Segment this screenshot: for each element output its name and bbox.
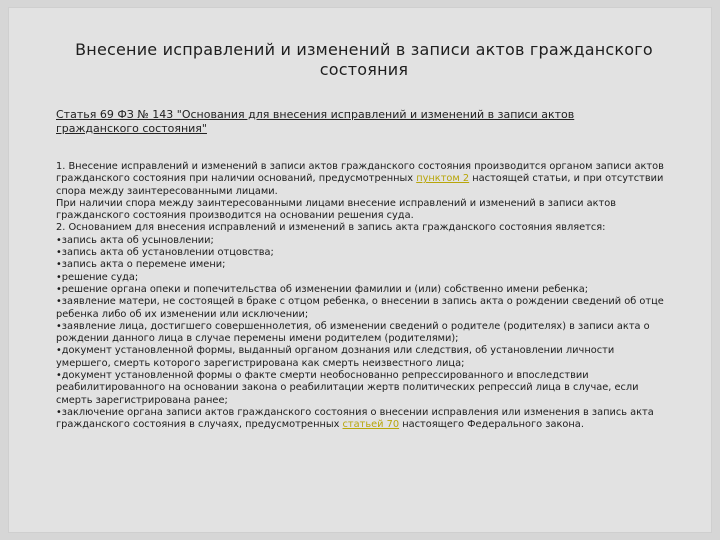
list-item-text-b: настоящего Федерального закона. <box>399 419 584 431</box>
list-item <box>56 407 668 432</box>
slide-body <box>56 161 668 432</box>
list-item: •запись акта об усыновлении; <box>56 234 214 246</box>
paragraph-1-text-a: 1. Внесение исправлений и изменений в записи актов гражданского состояния производится органом записи актов гражданского состояния при наличии оснований, предусмотренных <box>56 161 667 185</box>
paragraph-1-text-b: настоящей статьи, и при отсутствии спора между заинтересованными лицами. <box>56 173 667 197</box>
slide <box>9 8 711 532</box>
link-statya-70[interactable]: статьей 70 <box>342 419 400 431</box>
paragraph-3: 2. Основанием для внесения исправлений и изменений в запись акта гражданского состояния является: <box>56 222 606 234</box>
list-item: •запись акта об установлении отцовства; <box>56 247 274 259</box>
list-item: •документ установленной формы, выданный органом дознания или следствия, об установлении личности умершего, смерть которого зарегистрирована как смерть неизвестного лица; <box>56 345 618 369</box>
paragraph-2: При наличии спора между заинтересованными лицами внесение исправлений и изменений в записи актов гражданского состояния производится на основании решения суда. <box>56 197 620 222</box>
paragraph-1 <box>56 161 668 198</box>
list-item: •документ установленной формы о факте смерти необоснованно репрессированного и впоследствии реабилитированного на основании закона о реабилитации жертв политических репрессий лица в случае, если смерть зарегистрирована ранее; <box>56 370 642 406</box>
list-item: •решение суда; <box>56 271 139 283</box>
list-item: •решение органа опеки и попечительства об изменении фамилии и (или) собственно имени ребенка; <box>56 283 589 295</box>
link-punkt-2[interactable]: пунктом 2 <box>416 173 470 185</box>
slide-title: Внесение исправлений и изменений в записи актов гражданского состояния <box>75 40 653 79</box>
list-item-text-a: •заключение органа записи актов гражданского состояния о внесении исправления или изменения в запись акта гражданского состояния в случаях, предусмотренных <box>56 406 657 431</box>
list-item: •заявление матери, не состоящей в браке с отцом ребенка, о внесении в запись акта о рождении сведений об отце ребенка либо об их изменении или исключении; <box>56 296 667 320</box>
list-item: •запись акта о перемене имени; <box>56 259 226 271</box>
slide-subtitle: Статья 69 ФЗ № 143 "Основания для внесения исправлений и изменений в записи актов гражданского состояния" <box>56 108 575 135</box>
list-item: •заявление лица, достигшего совершеннолетия, об изменении сведений о родителе (родителях) в записи акта о рождении данного лица в случае перемены имени родителем (родителями); <box>56 320 653 345</box>
